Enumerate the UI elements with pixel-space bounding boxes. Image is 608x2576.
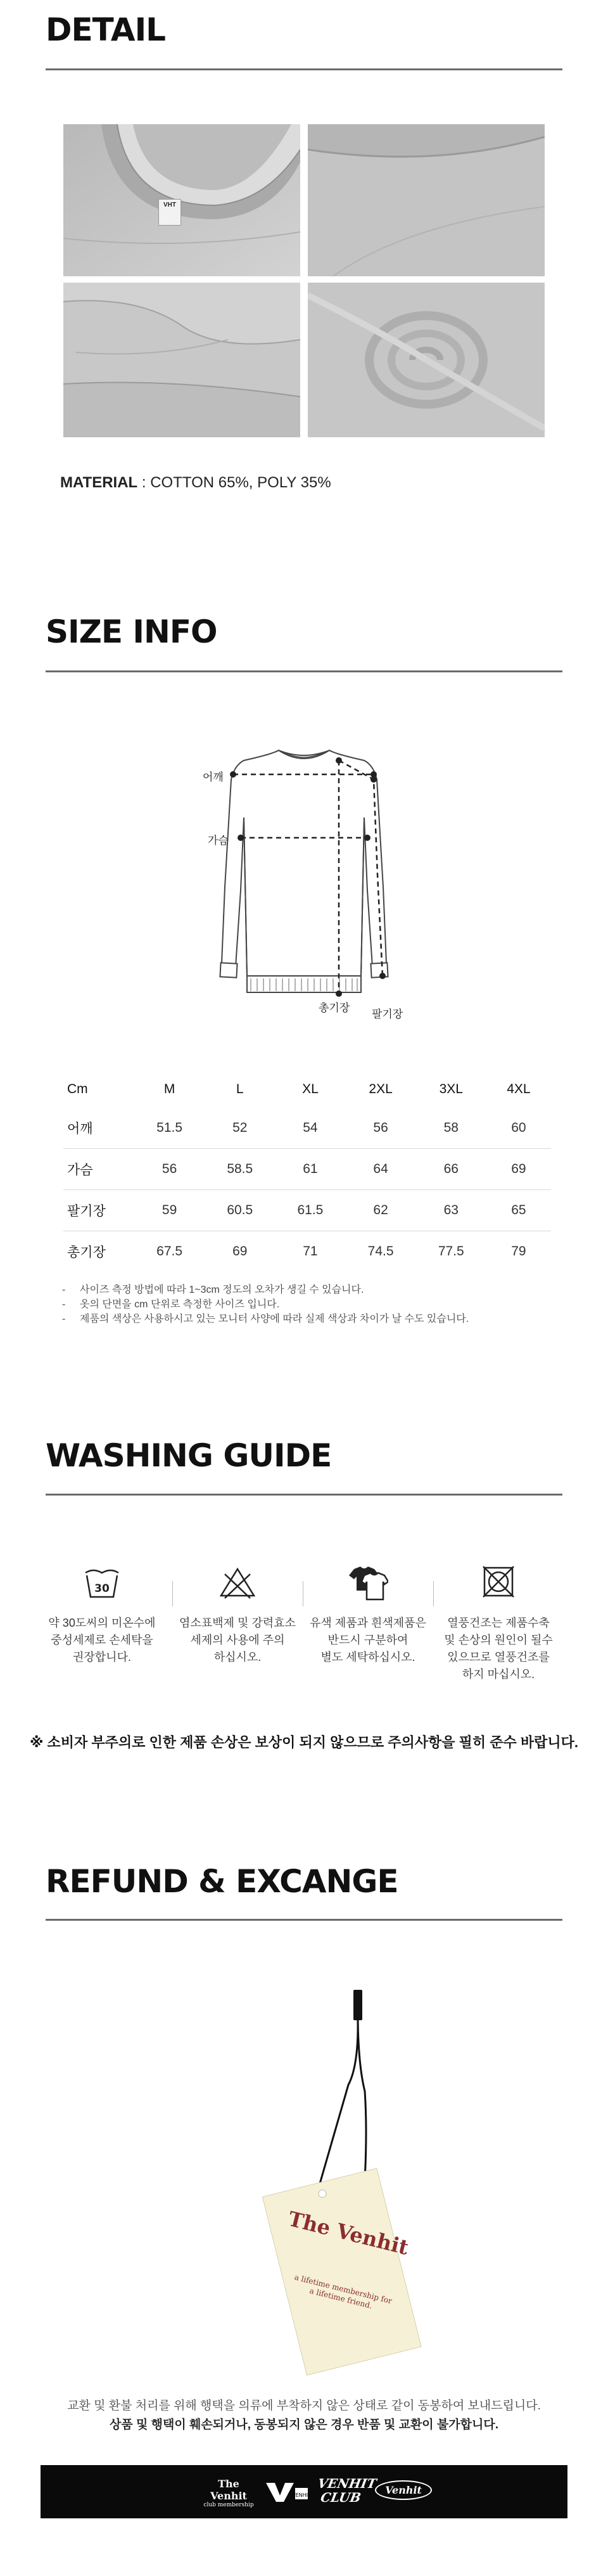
wash-line: 하지 마십시오. bbox=[462, 1668, 535, 1681]
size-info-divider bbox=[46, 670, 562, 672]
refund-line-2: 상품 및 행택이 훼손되거나, 동봉되지 않은 경우 반품 및 교환이 불가합니다. bbox=[110, 2418, 498, 2432]
wash-item-separate bbox=[303, 1565, 433, 1666]
wash-line: 권장합니다. bbox=[73, 1651, 131, 1663]
table-cell: 62 bbox=[346, 1190, 416, 1231]
footer-logo-venhit-club bbox=[200, 2478, 257, 2508]
venhit-mark-icon bbox=[263, 2479, 310, 2504]
list-item: - 옷의 단면을 cm 단위로 측정한 사이즈 입니다. bbox=[62, 1297, 469, 1312]
wash-line: 열풍건조는 제품수축 bbox=[447, 1617, 550, 1629]
row-label: 어깨 bbox=[63, 1108, 134, 1149]
wash-text bbox=[172, 1615, 303, 1666]
table-cell: 64 bbox=[346, 1149, 416, 1190]
size-header-4xl: 4XL bbox=[507, 1082, 531, 1096]
wash-text bbox=[303, 1615, 433, 1666]
size-header-unit: Cm bbox=[67, 1082, 88, 1096]
neck-tag: VHT bbox=[158, 199, 181, 226]
table-cell: 74.5 bbox=[367, 1244, 394, 1259]
table-cell: 67.5 bbox=[156, 1244, 183, 1259]
shoulder-label: 어깨 bbox=[203, 771, 224, 783]
table-cell: 61.5 bbox=[275, 1190, 345, 1231]
svg-text:VENHIT: VENHIT bbox=[292, 2492, 310, 2498]
table-row bbox=[63, 1149, 551, 1190]
table-cell: 69 bbox=[232, 1244, 248, 1259]
size-header-xl: XL bbox=[302, 1082, 319, 1096]
material-label: MATERIAL bbox=[60, 474, 138, 491]
table-cell: 58 bbox=[416, 1108, 486, 1149]
logo-subtext: club membership bbox=[203, 2502, 254, 2508]
table-cell: 56 bbox=[134, 1149, 205, 1190]
wash-line: 세제의 사용에 주의 bbox=[190, 1634, 285, 1646]
logo-text: Venhit bbox=[375, 2480, 432, 2500]
wash-line: 반드시 구분하여 bbox=[327, 1634, 408, 1646]
wash-text bbox=[37, 1615, 167, 1666]
table-cell: 60.5 bbox=[205, 1190, 275, 1231]
table-cell: 71 bbox=[303, 1244, 318, 1259]
table-cell: 58.5 bbox=[205, 1149, 275, 1190]
table-cell: 63 bbox=[416, 1190, 486, 1231]
table-cell: 51.5 bbox=[134, 1108, 205, 1149]
wash-line: 중성세제로 손세탁을 bbox=[51, 1634, 153, 1646]
tag-subtext: a lifetime membership for a lifetime friend. bbox=[293, 2272, 393, 2310]
wash-temp-label: 30 bbox=[94, 1582, 110, 1595]
table-cell: 61 bbox=[275, 1149, 345, 1190]
wash-line: 유색 제품과 흰색제품은 bbox=[310, 1617, 426, 1629]
list-item: - 제품의 색상은 사용하시고 있는 모니터 사양에 따라 실제 색상과 차이가 날 수도 있습니다. bbox=[62, 1312, 469, 1326]
table-cell: 56 bbox=[346, 1108, 416, 1149]
table-cell: 65 bbox=[486, 1190, 551, 1231]
washing-guide-title: WASHING GUIDE bbox=[46, 1437, 332, 1474]
material-value: : COTTON 65%, POLY 35% bbox=[141, 474, 331, 491]
wash-line: 염소표백제 및 강력효소 bbox=[179, 1617, 296, 1629]
size-header-l: L bbox=[236, 1082, 244, 1096]
row-label: 총기장 bbox=[67, 1245, 106, 1260]
chest-label: 가슴 bbox=[208, 835, 229, 847]
detail-photo-fabric-swirl bbox=[308, 283, 545, 437]
size-header-m: M bbox=[163, 1082, 175, 1096]
footer-logo-venhit-oval bbox=[375, 2480, 432, 2500]
detail-title: DETAIL bbox=[46, 11, 166, 48]
detail-divider bbox=[46, 68, 562, 70]
detail-photo-hem bbox=[63, 283, 300, 437]
no-tumble-dry-icon bbox=[478, 1565, 519, 1601]
table-row bbox=[63, 1231, 551, 1272]
table-cell: 79 bbox=[511, 1244, 526, 1259]
hang-tag-icon bbox=[241, 1990, 431, 2383]
refund-line-1: 교환 및 환불 처리를 위해 행택을 의류에 부착하지 않은 상태로 같이 동봉하여 보내드립니다. bbox=[67, 2399, 541, 2413]
row-label: 팔기장 bbox=[63, 1190, 134, 1231]
row-label: 가슴 bbox=[63, 1149, 134, 1190]
table-row bbox=[63, 1190, 551, 1231]
size-header-3xl: 3XL bbox=[439, 1082, 463, 1096]
material-text bbox=[60, 474, 331, 492]
wash-line: 별도 세탁하십시오. bbox=[320, 1651, 415, 1663]
wash-line: 있으므로 열풍건조를 bbox=[447, 1651, 550, 1663]
logo-text: The Venhit bbox=[210, 2478, 247, 2502]
hang-tag-illustration bbox=[241, 1990, 431, 2383]
table-cell: 66 bbox=[416, 1149, 486, 1190]
table-row bbox=[63, 1108, 551, 1149]
size-notes bbox=[62, 1283, 469, 1326]
size-header-2xl: 2XL bbox=[369, 1082, 393, 1096]
wash-line: 하십시오. bbox=[213, 1651, 262, 1663]
wash-text bbox=[433, 1615, 564, 1683]
footer-logo-venhit-script bbox=[316, 2476, 378, 2505]
footer-logo-venhit-mark bbox=[263, 2479, 310, 2507]
wash-item-dry bbox=[433, 1565, 564, 1683]
total-length-label: 총기장 bbox=[319, 1002, 350, 1014]
separate-wash-shirt-icon bbox=[348, 1565, 388, 1601]
tag-brand: The Venhit bbox=[286, 2207, 411, 2260]
wash-item-hand-wash bbox=[37, 1565, 167, 1666]
refund-notice bbox=[0, 2397, 608, 2435]
table-cell: 59 bbox=[134, 1190, 205, 1231]
footer-logo-bar bbox=[41, 2465, 567, 2518]
caution-text: ※ 소비자 부주의로 인한 제품 손상은 보상이 되지 않으므로 주의사항을 필히 준수 바랍니다. bbox=[30, 1734, 578, 1750]
table-cell: 60 bbox=[486, 1108, 551, 1149]
detail-photo-shoulder bbox=[308, 124, 545, 276]
detail-photo-collar bbox=[63, 124, 300, 276]
size-table-header bbox=[63, 1071, 551, 1108]
table-cell: 54 bbox=[275, 1108, 345, 1149]
size-diagram bbox=[184, 735, 424, 1020]
refund-title: REFUND & EXCANGE bbox=[46, 1863, 398, 1900]
table-cell: 77.5 bbox=[438, 1244, 464, 1259]
table-cell: 69 bbox=[486, 1149, 551, 1190]
wash-line: 약 30도씨의 미온수에 bbox=[48, 1617, 156, 1629]
logo-text: VENHIT CLUB bbox=[316, 2476, 378, 2505]
wash-item-bleach bbox=[172, 1565, 303, 1666]
wash-line: 및 손상의 원인이 될수 bbox=[444, 1634, 553, 1646]
refund-divider bbox=[46, 1919, 562, 1921]
wash-30-icon bbox=[82, 1565, 122, 1601]
sleeve-length-label: 팔기장 bbox=[372, 1008, 403, 1020]
no-bleach-icon bbox=[217, 1565, 258, 1601]
list-item: - 사이즈 측정 방법에 따라 1~3cm 정도의 오차가 생길 수 있습니다. bbox=[62, 1283, 469, 1297]
washing-guide-divider bbox=[46, 1494, 562, 1496]
table-cell: 52 bbox=[205, 1108, 275, 1149]
size-info-title: SIZE INFO bbox=[46, 613, 217, 650]
size-table bbox=[63, 1071, 551, 1272]
